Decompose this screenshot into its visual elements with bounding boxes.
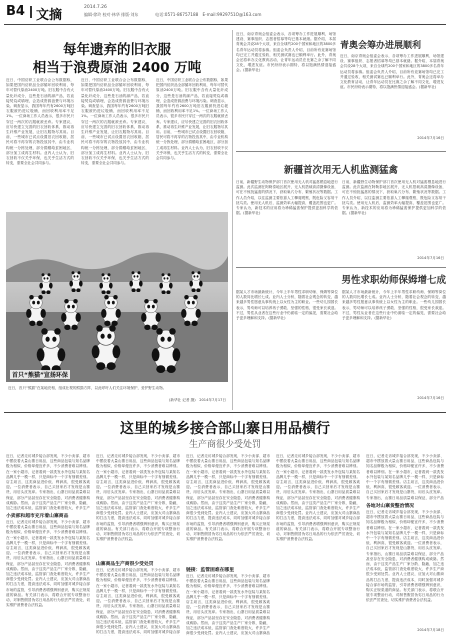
article-body-left: 据某人才市场最新统计，今年上半年男性求职幼师、保姆等岗位的人数同比增长七成。业内人士分析，随着社会观念的转变，越来越多男性愿意从事传统上以女性为主的职业。一些幼儿园园长表示，男幼师可以培养孩子勇敢、坚强的性格，很受家长欢迎。不过，男性从业者在这些行业中仍面临一定的偏见，需要社会给予更多理解和支持。(据新华社) [236, 290, 338, 321]
article-title: 新疆首次用无人机监测猛禽 [283, 165, 398, 176]
photo-credit: (新华社 记者 摄) 2014年7月17日 [168, 398, 226, 402]
subhead-5: 各地对山寨货整治情况 [366, 504, 414, 509]
article-date: 2014年7月16日 [417, 256, 444, 260]
photo-caption-title: 首只“熊猫”宣扬环保 [12, 372, 68, 379]
article-title-line1: 每年遗弃的旧衣服 [63, 42, 171, 58]
rule-top-bottom [4, 412, 446, 413]
article-title: 青奥会筹办进展顺利 [340, 41, 422, 51]
article-body-right: 近日，南京青奥会组委会表示，各项筹办工作进展顺利，场馆建设、赛事组织、志愿者招募等均已基本就绪。据介绍，本届青奥会共设28个大项，来自全球约200个国家和地区的3800多名青年运动员将参赛。组委会负责人介绍，目前所有竞赛场馆均已完工并通过验收，相关测试赛也已顺利举行。此外，青奥会还将举办文化教育活动，让青年运动员在比赛之余了解不同文化，增进友谊。市民纷纷表示期待，将以饱满热情迎接盛会。(据新华社) [340, 54, 444, 90]
panda-photo [6, 212, 228, 382]
article-title: 男性求职幼师保姆增七成 [341, 275, 446, 286]
article-title-line2: 相当于浪费原油 2400 万吨 [32, 60, 202, 76]
body-col5-bottom: 近日，记者走访城乡接合部发现，不少小卖部、超市中摆放着大量山寨日用品，这些商品包装与知名品牌极为相似，价格却便宜许多，不少消费者难以辨别。在一家小超市，记者看到一款洗发水外包装与某知名品牌几乎一模一样，只是商标中一个字有细微差别。店主坦言，这类商品进价低、利润高，很受顾客欢迎。一位消费者表示，自己买回家后才发现是山寨货，用后头皮发痒。专家指出，山寨日用品质量难以保证，部分产品甚至存在安全隐患，对消费者健康构成威胁。然而，由于这类产品生产厂家分散、隐蔽，加之违法成本低，监管部门查处难度较大，许多生产商很少受到处罚。业内人士建议，应加大对山寨商品的打击力度，提高违法成本，同时加强对城乡接合部市场的监管，引导消费者增强辨别意识，购买正规渠道的商品。有关部门表示，将联合开展专项整治行动，对制售假冒伪劣日用品的行为依法严厉查处，切实维护消费者合法权益。 [366, 510, 444, 603]
body-col1-top: 近日，记者走访城乡接合部发现，不少小卖部、超市中摆放着大量山寨日用品，这些商品包装与知名品牌极为相似，价格却便宜许多，不少消费者难以辨别。在一家小超市，记者看到一款洗发水外包装与某知名品牌几乎一模一样，只是商标中一个字有细微差别。店主坦言，这类商品进价低、利润高，很受顾客欢迎。一位消费者表示，自己买回家后才发现是山寨货，用后头皮发痒。专家指出，山寨日用品质量难以保证，部分产品甚至存在安全隐患，对消费者健康构成威胁。然而，由于这类产品生产厂家分散、隐蔽，加之违法成本低，监管部门查处难度较大，许多生产 [6, 454, 90, 510]
body-col2-top: 近日，记者走访城乡接合部发现，不少小卖部、超市中摆放着大量山寨日用品，这些商品包装与知名品牌极为相似，价格却便宜许多，不少消费者难以辨别。在一家小超市，记者看到一款洗发水外包装与某知名品牌几乎一模一样，只是商标中一个字有细微差别。店主坦言，这类商品进价低、利润高，很受顾客欢迎。一位消费者表示，自己买回家后才发现是山寨货，用后头皮发痒。专家指出，山寨日用品质量难以保证，部分产品甚至存在安全隐患，对消费者健康构成威胁。然而，由于这类产品生产厂家分散、隐蔽，加之违法成本低，监管部门查处难度较大，许多生产商很少受到处罚。业内人士建议，应加大对山寨商品的打击力度，提高违法成本，同时加强对城乡接合部市场的监管，引导消费者增强辨别意识，购买正规渠道的商品。有关部门表示，将联合开展专项整治行动，对制售假冒伪劣日用品的行为依法严厉查处，切实维护消费者合法权益。 [96, 454, 180, 542]
column-rule-main [232, 30, 233, 410]
contact-line: 电话:0571-86757188 E-mail:9929751O@163.com [155, 12, 262, 17]
masthead [0, 0, 450, 28]
body-col4: 近日，记者走访城乡接合部发现，不少小卖部、超市中摆放着大量山寨日用品，这些商品包装与知名品牌极为相似，价格却便宜许多，不少消费者难以辨别。在一家小超市，记者看到一款洗发水外包装与某知名品牌几乎一模一样，只是商标中一个字有细微差别。店主坦言，这类商品进价低、利润高，很受顾客欢迎。一位消费者表示，自己买回家后才发现是山寨货，用后头皮发痒。专家指出，山寨日用品质量难以保证，部分产品甚至存在安全隐患，对消费者健康构成威胁。然而，由于这类产品生产厂家分散、隐蔽，加之违法成本低，监管部门查处难度较大，许多生产商很少受到处罚。业内人士建议，应加大对山寨商品的打击力度，提高违法成本，同时加强对城乡接合部市场的监管，引导消费者增强辨别意识，购买正规渠道的商品。有关部门表示，将联合开展专项整治行动，对制售假冒伪劣日用品的行为依法严厉查处，切实维护消费者合法权益。 [276, 454, 360, 542]
rule-a2-a3 [236, 151, 446, 152]
editor-line: 编辑·徐玲 校对·林华 排版·刘东 [84, 12, 139, 17]
article-body-left: 日前，新疆野生动物保护部门首次使用无人机对猛禽栖息地进行监测。此次监测在阿勒泰地区展开，无人机搭载高清摄像设备，可在不惊扰猛禽的情况下，获取巢穴分布、繁殖状况等数据。工作人员介绍，以往监测主要依靠人工攀爬观察，既危险又容易干扰鸟类。使用无人机后，监测效率大幅提高，覆盖范围也更广。专家认为，新技术的应用将为珍稀猛禽保护提供更加科学的依据。(据新华社) [236, 180, 338, 216]
article-date: 2014年7月16日 [417, 396, 444, 400]
body-col2-bottom: 近日，记者走访城乡接合部发现，不少小卖部、超市中摆放着大量山寨日用品，这些商品包装与知名品牌极为相似，价格却便宜许多，不少消费者难以辨别。在一家小超市，记者看到一款洗发水外包装与某知名品牌几乎一模一样，只是商标中一个字有细微差别。店主坦言，这类商品进价低、利润高，很受顾客欢迎。一位消费者表示，自己买回家后才发现是山寨货，用后头皮发痒。专家指出，山寨日用品质量难以保证，部分产品甚至存在安全隐患，对消费者健康构成威胁。然而，由于这类产品生产厂家分散、隐蔽，加之违法成本低，监管部门查处难度较大，许多生产商很少受到处罚。业内人士建议，应加大对山寨商品的打击力度，提高违法成本，同时加强对城乡接合部 [96, 568, 180, 635]
article-body-col1: 近日，中国纺织工业联合会公布数据称，如果把国内纺织品全部循环回收利用，每年可替代原油2400万吨。旧衣服中含有大量化纤成分，这些是石油的副产品，若直接焚烧或填埋，会造成资源浪费与环境污染。调查显示，我国每年约有2600万吨旧衣服被扔进垃圾桶，而回收利用率不足1%。一位商场工作人员表示，很多市民只穿过一两次的衣服就被丢弃。专家建议，应尽快建立完善的旧衣回收体系，推动再生纤维产业发展，让旧衣服物尽其用。目前，一些城市已试点设置旧衣回收箱，居民可将不再穿的衣物投放其中，由专业机构统一分拣处理，部分捐赠给贫困地区，部分加工成再生材料。业内人士认为，旧衣回收不仅关乎环保，也关乎生活方式的转变，需要全社会共同参与。 [6, 78, 74, 166]
article-title: 这里的城乡接合部山寨日用品横行 [120, 421, 330, 437]
subhead-3 [186, 566, 234, 573]
section-divider [30, 6, 32, 18]
body-col3-bottom: 近日，记者走访城乡接合部发现，不少小卖部、超市中摆放着大量山寨日用品，这些商品包装与知名品牌极为相似，价格却便宜许多，不少消费者难以辨别。在一家小超市，记者看到一款洗发水外包装与某知名品牌几乎一模一样，只是商标中一个字有细微差别。店主坦言，这类商品进价低、利润高，很受顾客欢迎。一位消费者表示，自己买回家后才发现是山寨货，用后头皮发痒。专家指出，山寨日用品质量难以保证，部分产品甚至存在安全隐患，对消费者健康构成威胁。然而，由于这类产品生产厂家分散、隐蔽，加之违法成本低，监管部门查处难度较大，许多生产商很少受到处罚。业内人士建议，应加大对山寨商品 [186, 574, 270, 636]
body-col3: 近日，记者走访城乡接合部发现，不少小卖部、超市中摆放着大量山寨日用品，这些商品包装与知名品牌极为相似，价格却便宜许多，不少消费者难以辨别。在一家小超市，记者看到一款洗发水外包装与某知名品牌几乎一模一样，只是商标中一个字有细微差别。店主坦言，这类商品进价低、利润高，很受顾客欢迎。一位消费者表示，自己买回家后才发现是山寨货，用后头皮发痒。专家指出，山寨日用品质量难以保证，部分产品甚至存在安全隐患，对消费者健康构成威胁。然而，由于这类产品生产厂家分散、隐蔽，加之违法成本低，监管部门查处难度较大，许多生产商很少受到处罚。业内人士建议，应加大对山寨商品的打击力度，提高违法成本，同时加强对城乡接合部市场的监管，引导消费者增强辨别意识，购买正规渠道的商品。有关部门表示，将联合开展专项整治行动，对制售假冒伪劣日用品的行为依法严厉查处，切实维护消费者合法权益。 [186, 454, 270, 542]
section-name: 文摘 [36, 8, 63, 23]
subhead-1: 小卖部和超市充斥着山寨商品 [6, 514, 69, 519]
article-date: 2014年7月16日 [417, 136, 444, 140]
article-body-col2: 近日，中国纺织工业联合会公布数据称，如果把国内纺织品全部循环回收利用，每年可替代原油2400万吨。旧衣服中含有大量化纤成分，这些是石油的副产品，若直接焚烧或填埋，会造成资源浪费与环境污染。调查显示，我国每年约有2600万吨旧衣服被扔进垃圾桶，而回收利用率不足1%。一位商场工作人员表示，很多市民只穿过一两次的衣服就被丢弃。专家建议，应尽快建立完善的旧衣回收体系，推动再生纤维产业发展，让旧衣服物尽其用。目前，一些城市已试点设置旧衣回收箱，居民可将不再穿的衣物投放其中，由专业机构统一分拣处理，部分捐赠给贫困地区，部分加工成再生材料。业内人士认为，旧衣回收不仅关乎环保，也关乎生活方式的转变，需要全社会共同参与。 [81, 78, 149, 166]
body-col1-bottom: 近日，记者走访城乡接合部发现，不少小卖部、超市中摆放着大量山寨日用品，这些商品包装与知名品牌极为相似，价格却便宜许多，不少消费者难以辨别。在一家小超市，记者看到一款洗发水外包装与某知名品牌几乎一模一样，只是商标中一个字有细微差别。店主坦言，这类商品进价低、利润高，很受顾客欢迎。一位消费者表示，自己买回家后才发现是山寨货，用后头皮发痒。专家指出，山寨日用品质量难以保证，部分产品甚至存在安全隐患，对消费者健康构成威胁。然而，由于这类产品生产厂家分散、隐蔽，加之违法成本低，监管部门查处难度较大，许多生产商很少受到处罚。业内人士建议，应加大对山寨商品的打击力度，提高违法成本，同时加强对城乡接合部市场的监管，引导消费者增强辨别意识，购买正规渠道的商品。有关部门表示，将联合开展专项整治行动，对制售假冒伪劣日用品的行为依法严厉查处，切实维护消费者合法权益。 [6, 520, 90, 608]
rule-a3-a4 [236, 267, 446, 268]
subhead-3-text: 监管困难在哪里 [200, 568, 234, 573]
article-body-right: 日前，新疆野生动物保护部门首次使用无人机对猛禽栖息地进行监测。此次监测在阿勒泰地区展开，无人机搭载高清摄像设备，可在不惊扰猛禽的情况下，获取巢穴分布、繁殖状况等数据。工作人员介绍，以往监测主要依靠人工攀爬观察，既危险又容易干扰鸟类。使用无人机后，监测效率大幅提高，覆盖范围也更广。专家认为，新技术的应用将为珍稀猛禽保护提供更加科学的依据。(据新华社) [342, 180, 446, 216]
article-subtitle: 生产商很少受处罚 [188, 440, 261, 450]
article-body-left: 近日，南京青奥会组委会表示，各项筹办工作进展顺利，场馆建设、赛事组织、志愿者招募等均已基本就绪。据介绍，本届青奥会共设28个大项，来自全球约200个国家和地区的3800多名青年运动员将参赛。组委会负责人介绍，目前所有竞赛场馆均已完工并通过验收，相关测试赛也已顺利举行。此外，青奥会还将举办文化教育活动，让青年运动员在比赛之余了解不同文化，增进友谊。市民纷纷表示期待，将以饱满热情迎接盛会。(据新华社) [236, 32, 336, 73]
masthead-rule [4, 24, 446, 25]
photo-caption-body: 近日，首只“熊猫”在某地亮相，组成壮观的熊猫方阵，以此呼吁人们关注环境保护，爱护野生动物。 [8, 386, 167, 390]
article-youth-olympics [236, 30, 446, 148]
subhead-3-prefix: 链接： [186, 568, 201, 573]
section-code: B4 [6, 4, 25, 19]
article-date: 2014年7月18日 [417, 628, 444, 632]
issue-date: 2014.7.26 [84, 5, 107, 10]
article-drone [236, 154, 446, 264]
subhead-2: 山寨商品生产商很少受处罚 [96, 562, 154, 567]
article-body-right: 据某人才市场最新统计，今年上半年男性求职幼师、保姆等岗位的人数同比增长七成。业内人士分析，随着社会观念的转变，越来越多男性愿意从事传统上以女性为主的职业。一些幼儿园园长表示，男幼师可以培养孩子勇敢、坚强的性格，很受家长欢迎。不过，男性从业者在这些行业中仍面临一定的偏见，需要社会给予更多理解和支持。(据新华社) [342, 290, 446, 321]
panda-photo-illustration [6, 212, 228, 382]
article-male-nanny [236, 270, 446, 410]
article-body-col3: 近日，中国纺织工业联合会公布数据称，如果把国内纺织品全部循环回收利用，每年可替代原油2400万吨。旧衣服中含有大量化纤成分，这些是石油的副产品，若直接焚烧或填埋，会造成资源浪费与环境污染。调查显示，我国每年约有2600万吨旧衣服被扔进垃圾桶，而回收利用率不足1%。一位商场工作人员表示，很多市民只穿过一两次的衣服就被丢弃。专家建议，应尽快建立完善的旧衣回收体系，推动再生纤维产业发展，让旧衣服物尽其用。目前，一些城市已试点设置旧衣回收箱，居民可将不再穿的衣物投放其中，由专业机构统一分拣处理，部分捐赠给贫困地区，部分加工成再生材料。业内人士认为，旧衣回收不仅关乎环保，也关乎生活方式的转变，需要全社会共同参与。 [156, 78, 228, 161]
article-counterfeit-goods [4, 414, 446, 638]
body-col5-top: 近日，记者走访城乡接合部发现，不少小卖部、超市中摆放着大量山寨日用品，这些商品包装与知名品牌极为相似，价格却便宜许多，不少消费者难以辨别。在一家小超市，记者看到一款洗发水外包装与某知名品牌几乎一模一样，只是商标中一个字有细微差别。店主坦言，这类商品进价低、利润高，很受顾客欢迎。一位消费者表示，自己买回家后才发现是山寨货，用后头皮发痒。专家指出，山寨日用品质量难以保证，部分产品 [366, 454, 444, 500]
